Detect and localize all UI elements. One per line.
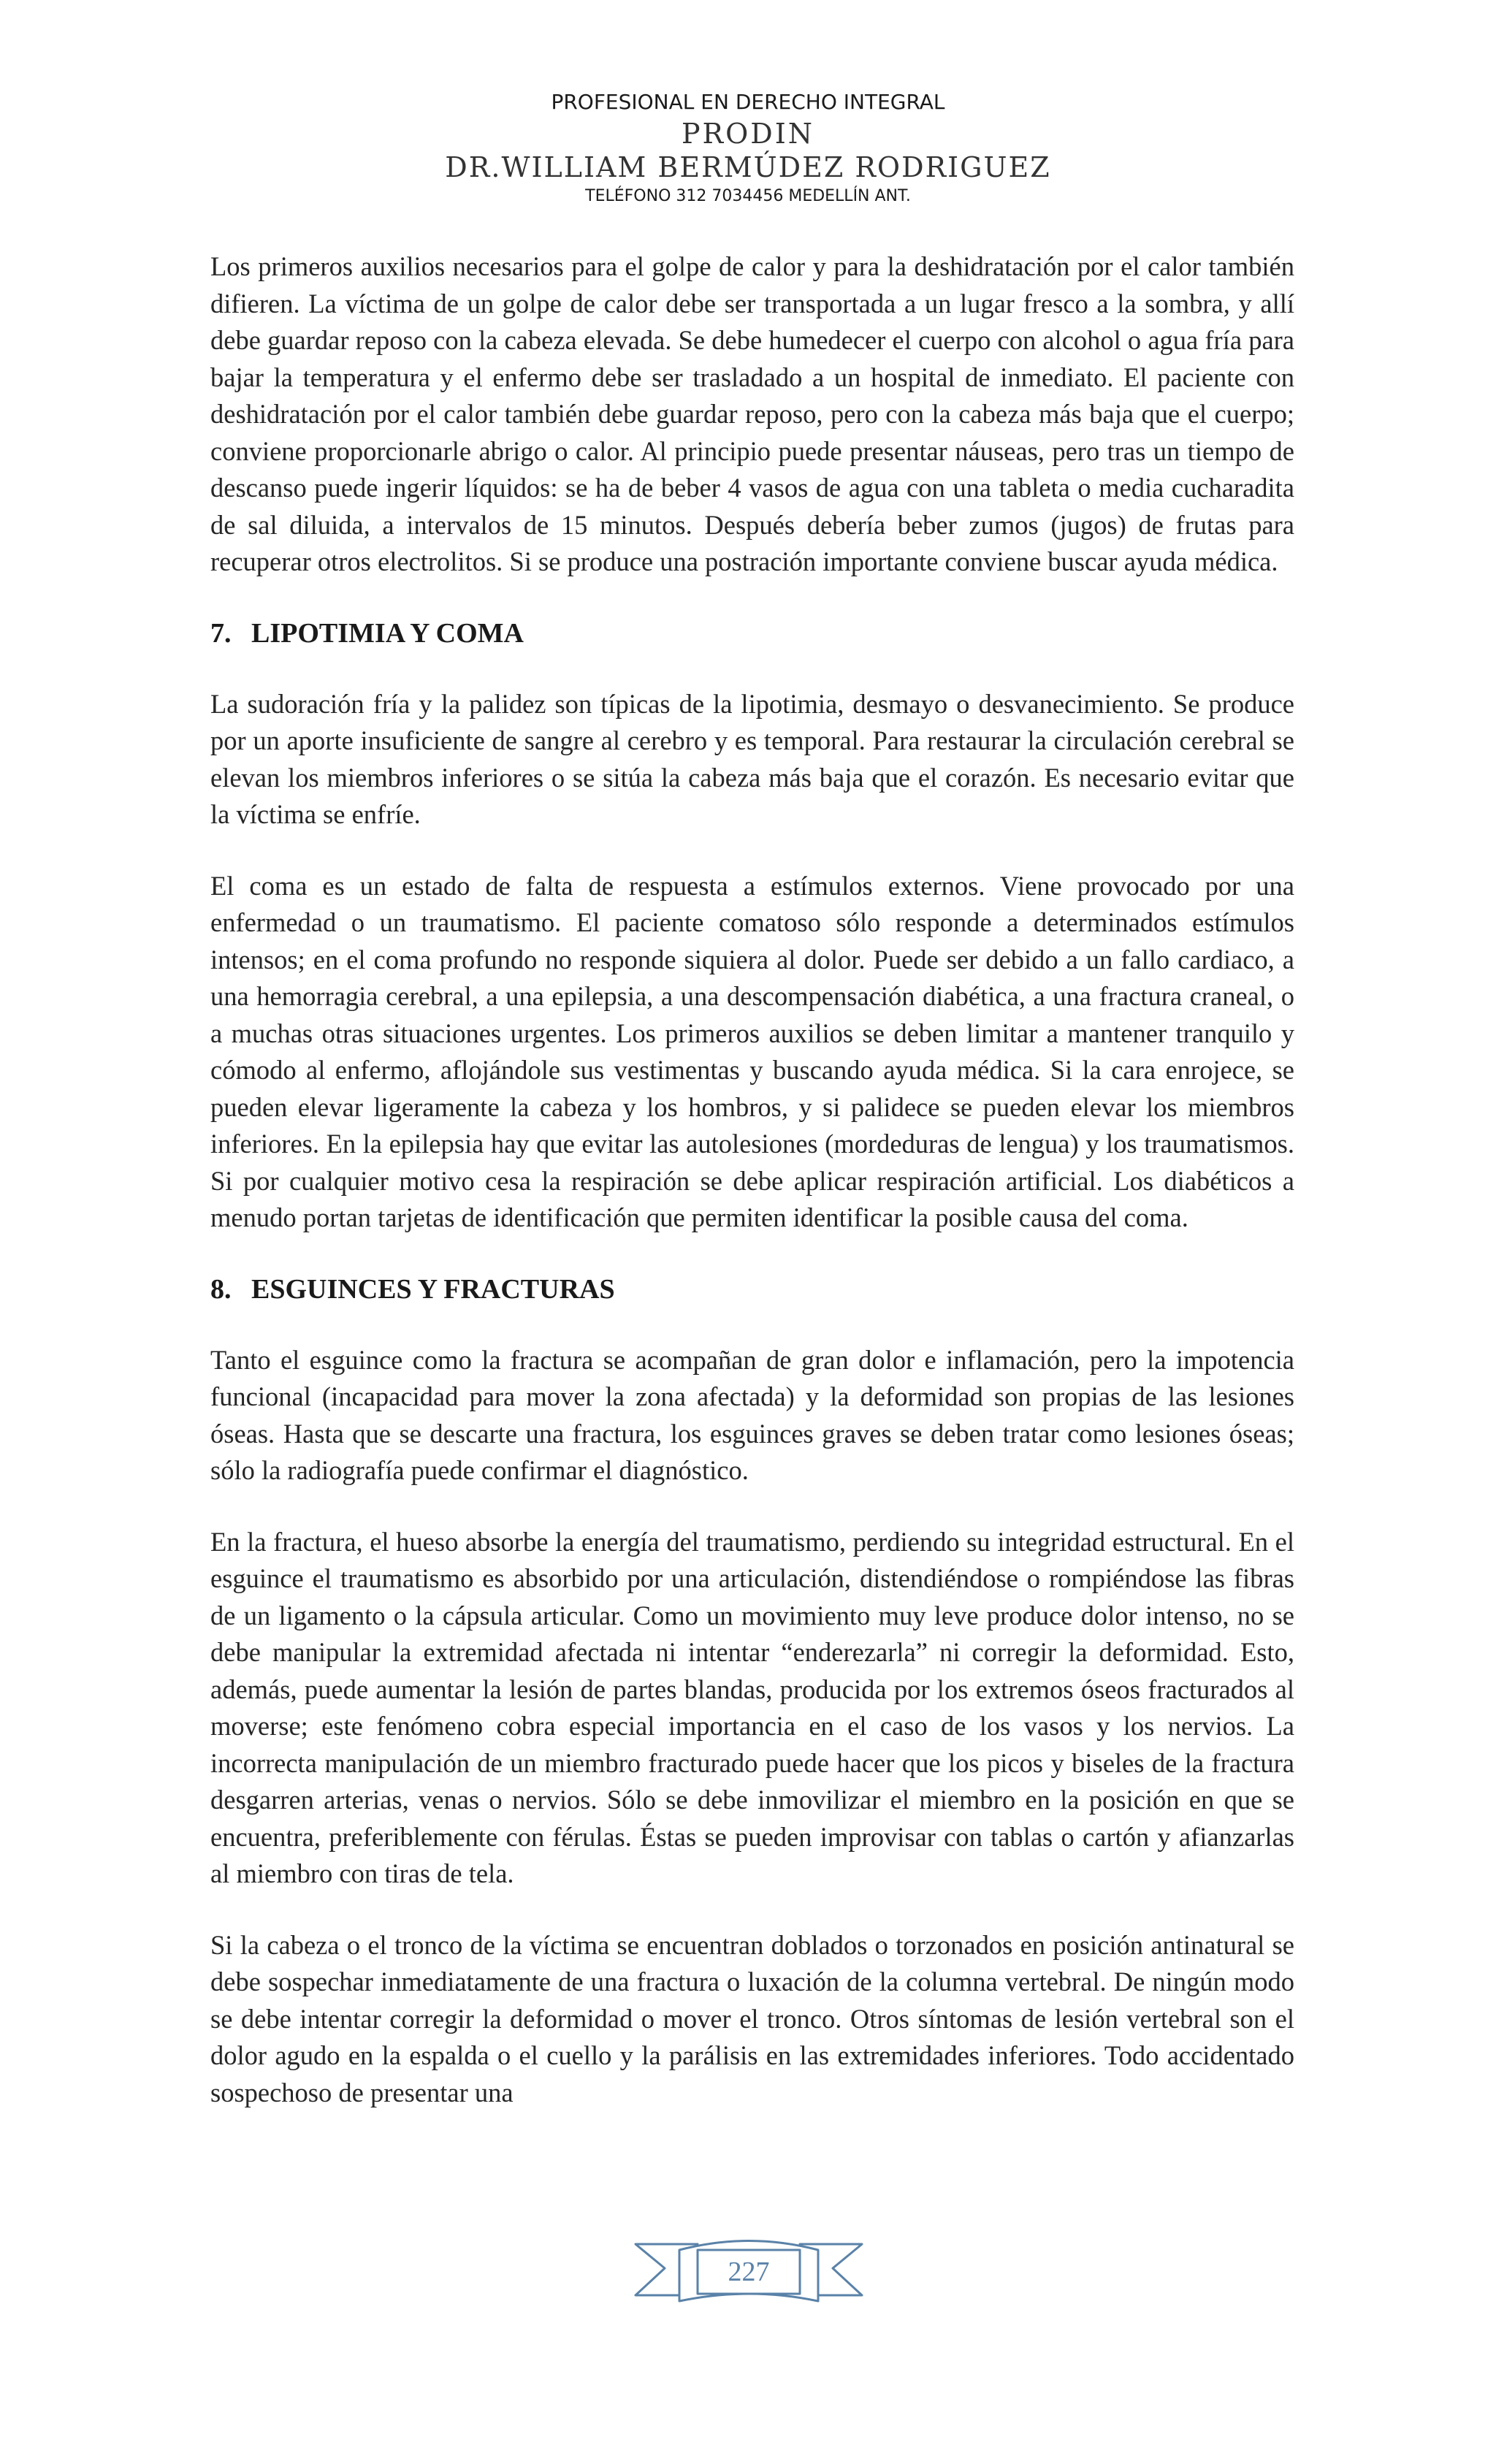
page-number-ribbon bbox=[628, 2228, 869, 2323]
document-body bbox=[210, 248, 1294, 2145]
section-title: ESGUINCES Y FRACTURAS bbox=[251, 1273, 615, 1305]
header-contact: TELÉFONO 312 7034456 MEDELLÍN ANT. bbox=[585, 187, 911, 205]
section-number: 8. bbox=[210, 1273, 232, 1305]
page-number: 227 bbox=[728, 2257, 770, 2287]
page-header bbox=[0, 88, 1496, 209]
section-number: 7. bbox=[210, 617, 232, 649]
section-heading-8 bbox=[210, 1271, 1294, 1308]
paragraph: Los primeros auxilios necesarios para el golpe de calor y para la deshidratación por el calor también difieren. La víctima de un golpe de calor debe ser transportada a un lugar fresco a la sombra, y allí debe guardar reposo con la cabeza elevada. Se debe humedecer el cuerpo con alcohol o agua fría para bajar la temperatura y el enfermo debe ser trasladado a un hospital de inmediato. El paciente con deshidratación por el calor también debe guardar reposo, pero con la cabeza más baja que el cuerpo; conviene proporcionarle abrigo o calor. Al principio puede presentar náuseas, pero tras un tiempo de descanso puede ingerir líquidos: se ha de beber 4 vasos de agua con una tableta o media cucharadita de sal diluida, a intervalos de 15 minutos. Después debería beber zumos (jugos) de frutas para recuperar otros electrolitos. Si se produce una postración importante conviene buscar ayuda médica. bbox=[210, 251, 1294, 576]
paragraph: En la fractura, el hueso absorbe la energía del traumatismo, perdiendo su integridad estructural. En el esguince el traumatismo es absorbido por una articulación, distendiéndose o rompiéndose las fibras de un ligamento o la cápsula articular. Como un movimiento muy leve produce dolor intenso, no se debe manipular la extremidad afectada ni intentar “enderezarla” ni corregir la deformidad. Esto, además, puede aumentar la lesión de partes blandas, producida por los extremos óseos fracturados al moverse; este fenómeno cobra especial importancia en el caso de los vasos y los nervios. La incorrecta manipulación de un miembro fracturado puede hacer que los picos y biseles de la fractura desgarren arterias, venas o nervios. Sólo se debe inmovilizar el miembro en la posición en que se encuentra, preferiblemente con férulas. Éstas se pueden improvisar con tablas o cartón y afianzarlas al miembro con tiras de tela. bbox=[210, 1526, 1294, 1888]
header-brand: PRODIN bbox=[681, 118, 815, 150]
paragraph: La sudoración fría y la palidez son típicas de la lipotimia, desmayo o desvanecimiento. Se produce por un aporte insuficiente de sangre al cerebro y es temporal. Para restaurar la circulación cerebral se elevan los miembros inferiores o se sitúa la cabeza más baja que el corazón. Es necesario evitar que la víctima se enfríe. bbox=[210, 688, 1294, 829]
paragraph: Si la cabeza o el tronco de la víctima se encuentran doblados o torzonados en posición antinatural se debe sospechar inmediatamente de una fractura o luxación de la columna vertebral. De ningún modo se debe intentar corregir la deformidad o mover el tronco. Otros síntomas de lesión vertebral son el dolor agudo en la espalda o el cuello y la parálisis en las extremidades inferiores. Todo accidentado sospechoso de presentar una bbox=[210, 1929, 1294, 2108]
section-title: LIPOTIMIA Y COMA bbox=[251, 617, 524, 649]
header-author: DR.WILLIAM BERMÚDEZ RODRIGUEZ bbox=[445, 151, 1051, 183]
paragraph: El coma es un estado de falta de respuesta a estímulos externos. Viene provocado por una enfermedad o un traumatismo. El paciente comatoso sólo responde a determinados estímulos intensos; en el coma profundo no responde siquiera al dolor. Puede ser debido a un fallo cardiaco, a una hemorragia cerebral, a una epilepsia, a una descompensación diabética, a una fractura craneal, o a muchas otras situaciones urgentes. Los primeros auxilios se deben limitar a mantener tranquilo y cómodo al enfermo, aflojándole sus vestimentas y buscando ayuda médica. Si la cara enrojece, se pueden elevar ligeramente la cabeza y los hombros, y si palidece se pueden elevar los miembros inferiores. En la epilepsia hay que evitar las autolesiones (mordeduras de lengua) y los traumatismos. Si por cualquier motivo cesa la respiración se debe aplicar respiración artificial. Los diabéticos a menudo portan tarjetas de identificación que permiten identificar la posible causa del coma. bbox=[210, 870, 1294, 1232]
paragraph: Tanto el esguince como la fractura se acompañan de gran dolor e inflamación, pero la impotencia funcional (incapacidad para mover la zona afectada) y la deformidad son propias de las lesiones óseas. Hasta que se descarte una fractura, los esguinces graves se deben tratar como lesiones óseas; sólo la radiografía puede confirmar el diagnóstico. bbox=[210, 1344, 1294, 1485]
header-profession: PROFESIONAL EN DERECHO INTEGRAL bbox=[551, 90, 945, 114]
section-heading-7 bbox=[210, 615, 1294, 652]
